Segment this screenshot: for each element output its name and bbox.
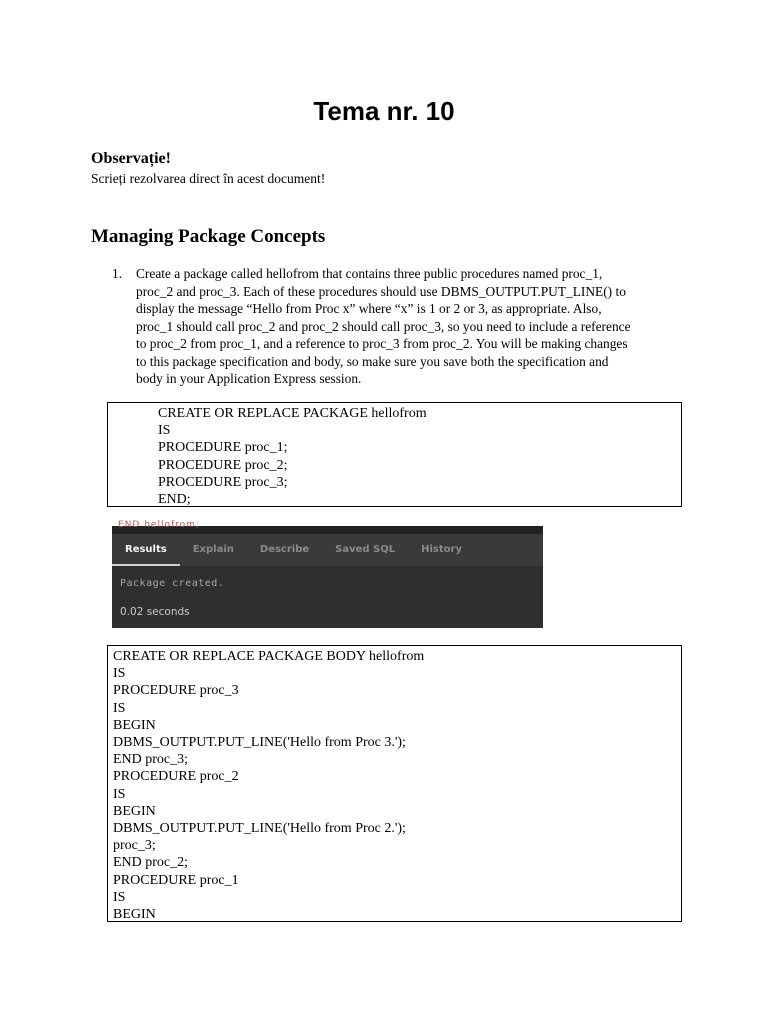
code-line: CREATE OR REPLACE PACKAGE BODY hellofrom [113, 649, 425, 664]
code-line: DBMS_OUTPUT.PUT_LINE('Hello from Proc 3.'); [113, 735, 406, 751]
package-spec-code-box [107, 402, 682, 507]
document-title: Tema nr. 10 [313, 96, 455, 126]
task-line: display the message “Hello from Proc x” where “x” is 1 or 2 or 3, as appropriate. Also, [136, 301, 602, 316]
task-text [136, 265, 672, 388]
code-line: BEGIN [113, 803, 156, 819]
result-message: Package created. [120, 578, 225, 589]
task-number: 1. [112, 266, 123, 281]
code-line: PROCEDURE proc_3 [113, 683, 239, 699]
code-line: proc_3; [113, 838, 156, 854]
task-line: proc_1 should call proc_2 and proc_2 should call proc_3, so you need to include a reference [136, 318, 631, 334]
code-line: DBMS_OUTPUT.PUT_LINE('Hello from Proc 2.'); [113, 821, 406, 837]
code-line: IS [113, 889, 126, 905]
code-line: PROCEDURE proc_2 [113, 769, 239, 785]
code-line: IS [113, 700, 126, 716]
apex-cut-off-text: END hellofrom; [118, 520, 200, 530]
code-line: BEGIN [113, 717, 156, 733]
code-line: PROCEDURE proc_2; [158, 457, 288, 473]
code-line: END proc_3; [113, 752, 189, 768]
task-line: Create a package called hellofrom that contains three public procedures named proc_1, [136, 266, 603, 281]
package-body-code-box [107, 645, 682, 922]
observation-label: Observație! [91, 150, 171, 167]
code-line: PROCEDURE proc_3; [158, 474, 288, 490]
task-line: to this package specification and body, so make sure you save both the specification and [136, 353, 609, 369]
code-line: IS [113, 666, 126, 682]
task-line: body in your Application Express session. [136, 371, 362, 386]
code-line: BEGIN [113, 907, 156, 923]
apex-tab-bar [112, 534, 543, 566]
tab-saved-sql[interactable]: Saved SQL [335, 544, 396, 555]
section-title: Managing Package Concepts [91, 226, 326, 247]
apex-results-screenshot [112, 520, 543, 628]
code-line: CREATE OR REPLACE PACKAGE hellofrom [158, 406, 427, 421]
tab-explain[interactable]: Explain [192, 544, 234, 555]
task-item [112, 265, 672, 388]
task-line: proc_2 and proc_3. Each of these procedures should use DBMS_OUTPUT.PUT_LINE() to [136, 283, 626, 299]
code-line: IS [113, 786, 126, 802]
tab-history[interactable]: History [421, 544, 462, 555]
apex-editor-strip [112, 520, 543, 534]
code-line: IS [158, 423, 171, 439]
code-line: PROCEDURE proc_1; [158, 440, 288, 456]
tab-describe[interactable]: Describe [259, 544, 310, 555]
code-line: END; [158, 492, 191, 508]
observation-text: Scrieți rezolvarea direct în acest document! [91, 171, 326, 186]
code-line: END proc_2; [113, 855, 189, 871]
code-line: PROCEDURE proc_1 [113, 872, 239, 888]
tab-results[interactable]: Results [112, 534, 180, 566]
task-line: to proc_2 from proc_1, and a reference to proc_3 from proc_2. You will be making changes [136, 336, 628, 351]
elapsed-time: 0.02 seconds [120, 606, 190, 618]
